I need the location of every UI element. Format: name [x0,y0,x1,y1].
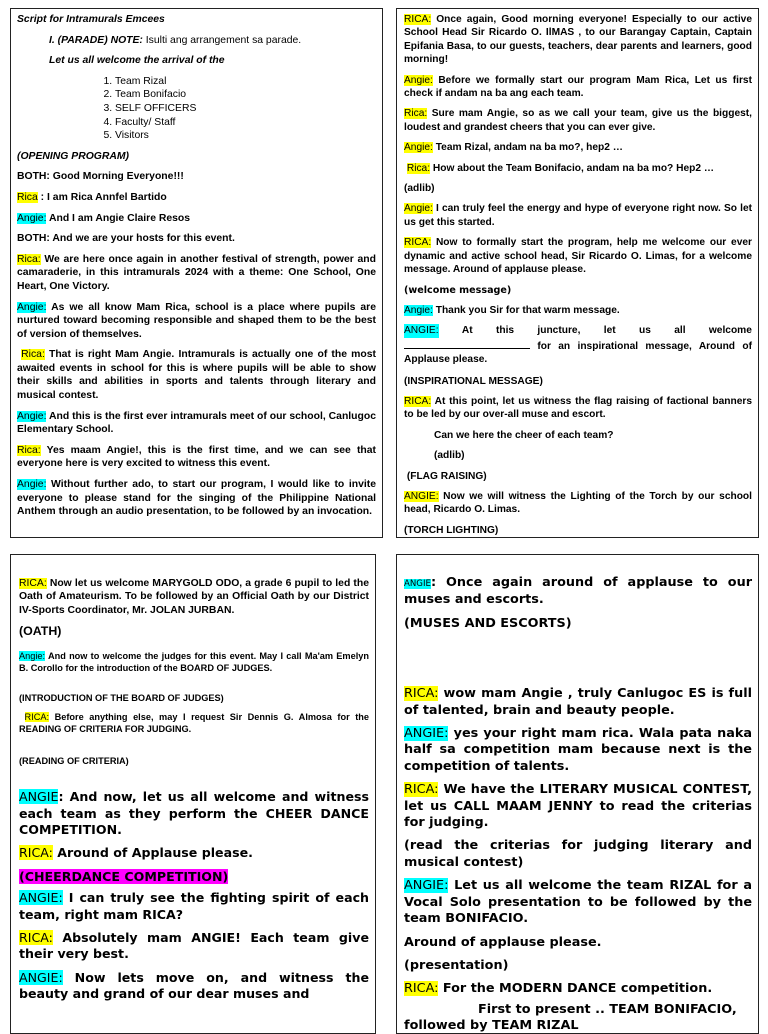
both-line: BOTH: Good Morning Everyone!!! [17,171,184,183]
rica-line: RICA: Now let us welcome MARYGOLD ODO, a grade 6 pupil to led the Oath of Amateurism. To be followed by an Official Oath by our District IV-Sports Coordinator, Mr. JOLAN JURBAN. [19,578,369,616]
speaker-angie: ANGIE: [19,890,63,906]
speaker-rica: Rica: [17,253,41,265]
flag-raising-cue: (FLAG RAISING) [406,470,487,482]
speaker-rica: RICA: [404,782,439,798]
list-item: 5. Visitors [115,129,376,143]
angie-line: ANGIE: Once again around of applause to our muses and escorts. [404,575,752,608]
speaker-angie: ANGIE: [404,726,449,742]
speaker-rica: Rica: [404,108,428,120]
rica-line: RICA: Now to formally start the program, help me welcome our ever dynamic and active school head, Sir Ricardo O. Limas, for a welcome message. Around of applause please. [404,237,752,276]
welcome-message-cue: (welcome message) [404,284,512,296]
speaker-rica: RICA: [24,712,50,723]
speaker-angie: ANGIE: [404,878,449,894]
speaker-rica: RICA: [404,686,439,702]
speaker-angie: ANGIE [19,789,59,805]
speaker-rica: RICA: [404,14,432,25]
list-item: 1. Team Rizal [115,75,376,89]
angie-line: Angie: Team Rizal, andam na ba mo?, hep2 … [404,142,623,154]
rica-line: Rica: We are here once again in another festival of strength, power and camaraderie, in this intramurals 2024 with a theme: One School, One Heart, One Victory. [17,253,376,292]
muses-escorts-cue: (MUSES AND ESCORTS) [404,615,572,631]
rica-line: Rica: Yes maam Angie!, this is the first time, and we can see that everyone here is very excited to witness this event. [17,444,376,470]
speaker-angie: Angie: [17,212,47,224]
both-line: BOTH: And we are your hosts for this event. [17,233,235,245]
rica-line: RICA: At this point, let us witness the flag raising of factional banners to be led by our over-all muse and escort. [404,395,752,421]
name-blank-line [404,338,530,349]
angie-line: ANGIE: Let us all welcome the team RIZAL for a Vocal Solo presentation to be followed by the team BONIFACIO. [404,878,752,927]
cheerdance-cue: (CHEERDANCE COMPETITION) [19,868,229,884]
torch-lighting-cue: (TORCH LIGHTING) [404,524,499,536]
oath-cue: (OATH) [19,624,62,639]
angie-line: ANGIE: And now, let us all welcome and witness each team as they perform the CHEER DANCE COMPETITION. [19,789,369,838]
first-to-present: First to present .. TEAM BONIFACIO, [478,1001,737,1017]
speaker-angie: Angie: [17,301,47,313]
speaker-angie: Angie: [404,304,433,316]
rica-line: Rica : I am Rica Annfel Bartido [17,191,167,203]
list-item: 4. Faculty/ Staff [115,116,376,130]
inspirational-cue: (INSPIRATIONAL MESSAGE) [404,375,543,387]
speaker-angie: Angie: [17,479,47,491]
speaker-rica: RICA: [404,237,432,249]
speaker-rica: Rica: [406,162,431,174]
script-page-4 [396,554,759,1034]
adlib-note: (adlib) [434,450,465,462]
speaker-rica: RICA: [404,395,432,407]
rica-line: RICA: wow mam Angie , truly Canlugoc ES is full of talented, brain and beauty people. [404,686,752,718]
angie-line: ANGIE: Now we will witness the Lighting of the Torch by our school head, Ricardo O. Limas. [404,490,752,516]
speaker-rica: RICA: [19,930,53,946]
rica-line: RICA: Before anything else, may I request Sir Dennis G. Almosa for the READING OF CRITERIA FOR JUDGING. [19,712,369,735]
intro-judges-cue: (INTRODUCTION OF THE BOARD OF JUDGES) [19,693,224,704]
rica-line: RICA: Around of Applause please. [19,845,253,861]
speaker-angie: Angie: [17,410,47,422]
parade-note: I. (PARADE) NOTE: Isulti ang arrangement sa parade. [49,34,302,46]
angie-line: Angie: And this is the first ever intramurals meet of our school, Canlugoc Elementary School. [17,410,376,436]
presentation-cue: (presentation) [404,957,509,973]
angie-line: Angie: And I am Angie Claire Resos [17,212,191,224]
speaker-angie: Angie: [404,203,433,215]
speaker-rica: Rica: [21,349,45,361]
script-title: Script for Intramurals Emcees [17,14,165,25]
angie-line: Angie: And now to welcome the judges for this event. May I call Ma'am Emelyn B. Corollo for the introduction of the BOARD OF JUDGES. [19,651,369,674]
angie-line: Angie: As we all know Mam Rica, school is a place where pupils are nurtured toward becoming responsible and shaped them to be the best of version of themselves. [17,301,376,340]
welcome-arrival: Let us all welcome the arrival of the [49,55,225,67]
script-page-3 [10,554,376,1034]
adlib-note: (adlib) [404,183,435,195]
rica-line: Rica: Sure mam Angie, so as we call your team, give us the biggest, loudest and grandest cheers that you can ever give. [404,108,752,133]
speaker-angie: ANGIE [404,579,431,589]
speaker-angie: ANGIE: [19,969,63,985]
speaker-rica: Rica: [17,444,41,456]
followed-by: followed by TEAM RIZAL [404,1018,579,1034]
rica-line: RICA: We have the LITERARY MUSICAL CONTEST, let us CALL MAAM JENNY to read the criterias for judging. [404,782,752,831]
cheer-question: Can we here the cheer of each team? [434,429,614,441]
opening-program-heading: (OPENING PROGRAM) [17,150,129,162]
read-criterias-cue: (read the criterias for judging literary and musical contest) [404,838,752,870]
angie-line: Angie: Thank you Sir for that warm message. [404,304,620,316]
rica-line: Rica: That is right Mam Angie. Intramurals is actually one of the most awaited events in school for this is where pupils will be able to show their skills and abilities in sports and talents through literary and musical contest. [17,349,376,402]
speaker-angie: Angie: [19,651,46,662]
speaker-angie: ANGIE: [404,325,439,337]
list-item: 3. SELF OFFICERS [115,102,376,116]
angie-line: Angie: I can truly feel the energy and hype of everyone right now. So let us get this started. [404,203,752,228]
rica-line: Rica: How about the Team Bonifacio, andam na ba mo? Hep2 … [406,162,715,174]
angie-line: ANGIE: Now lets move on, and witness the beauty and grand of our dear muses and [19,969,369,1002]
angie-line: Angie: Before we formally start our program Mam Rica, Let us first check if andam na ba ang each team. [404,74,752,100]
speaker-rica: RICA: [19,578,47,589]
speaker-angie: ANGIE: [404,490,439,502]
speaker-rica: RICA: [19,845,53,861]
speaker-angie: Angie: [404,142,433,154]
rica-line: RICA: For the MODERN DANCE competition. [404,981,713,997]
parade-order-list [17,75,376,143]
speaker-angie: Angie: [404,74,433,86]
justified-line: ANGIE: At this juncture, let us all welcome [404,325,752,337]
angie-line: ANGIE: At this juncture, let us all welcome for an inspirational message, Around of Applause please. [404,325,752,366]
speaker-rica: Rica [17,191,38,203]
reading-criteria-cue: (READING OF CRITERIA) [19,756,129,767]
rica-line: RICA: Once again, Good morning everyone! Especially to our active School Head Sir Ricardo O. IlMAS , to our Barangay Captain, Captain Epifania Basa, to our guests, teachers, dear parents and learners, good morning! [404,14,752,66]
angie-line: Angie: Without further ado, to start our program, I would like to invite everyone to please stand for the singing of the Philippine National Anthem through an audio presentation, to be followed by an invocation. [17,479,376,518]
script-page-1 [10,8,383,538]
list-item: 2. Team Bonifacio [115,88,376,102]
script-page-2 [396,8,759,538]
angie-line: ANGIE: yes your right mam rica. Wala pata naka half sa competition mam because next is the competition of talents. [404,726,752,774]
angie-line: ANGIE: I can truly see the fighting spirit of each team, right mam RICA? [19,890,369,922]
rica-line: RICA: Absolutely mam ANGIE! Each team give their very best. [19,930,369,962]
speaker-rica: RICA: [404,981,439,997]
applause-line: Around of applause please. [404,934,602,950]
